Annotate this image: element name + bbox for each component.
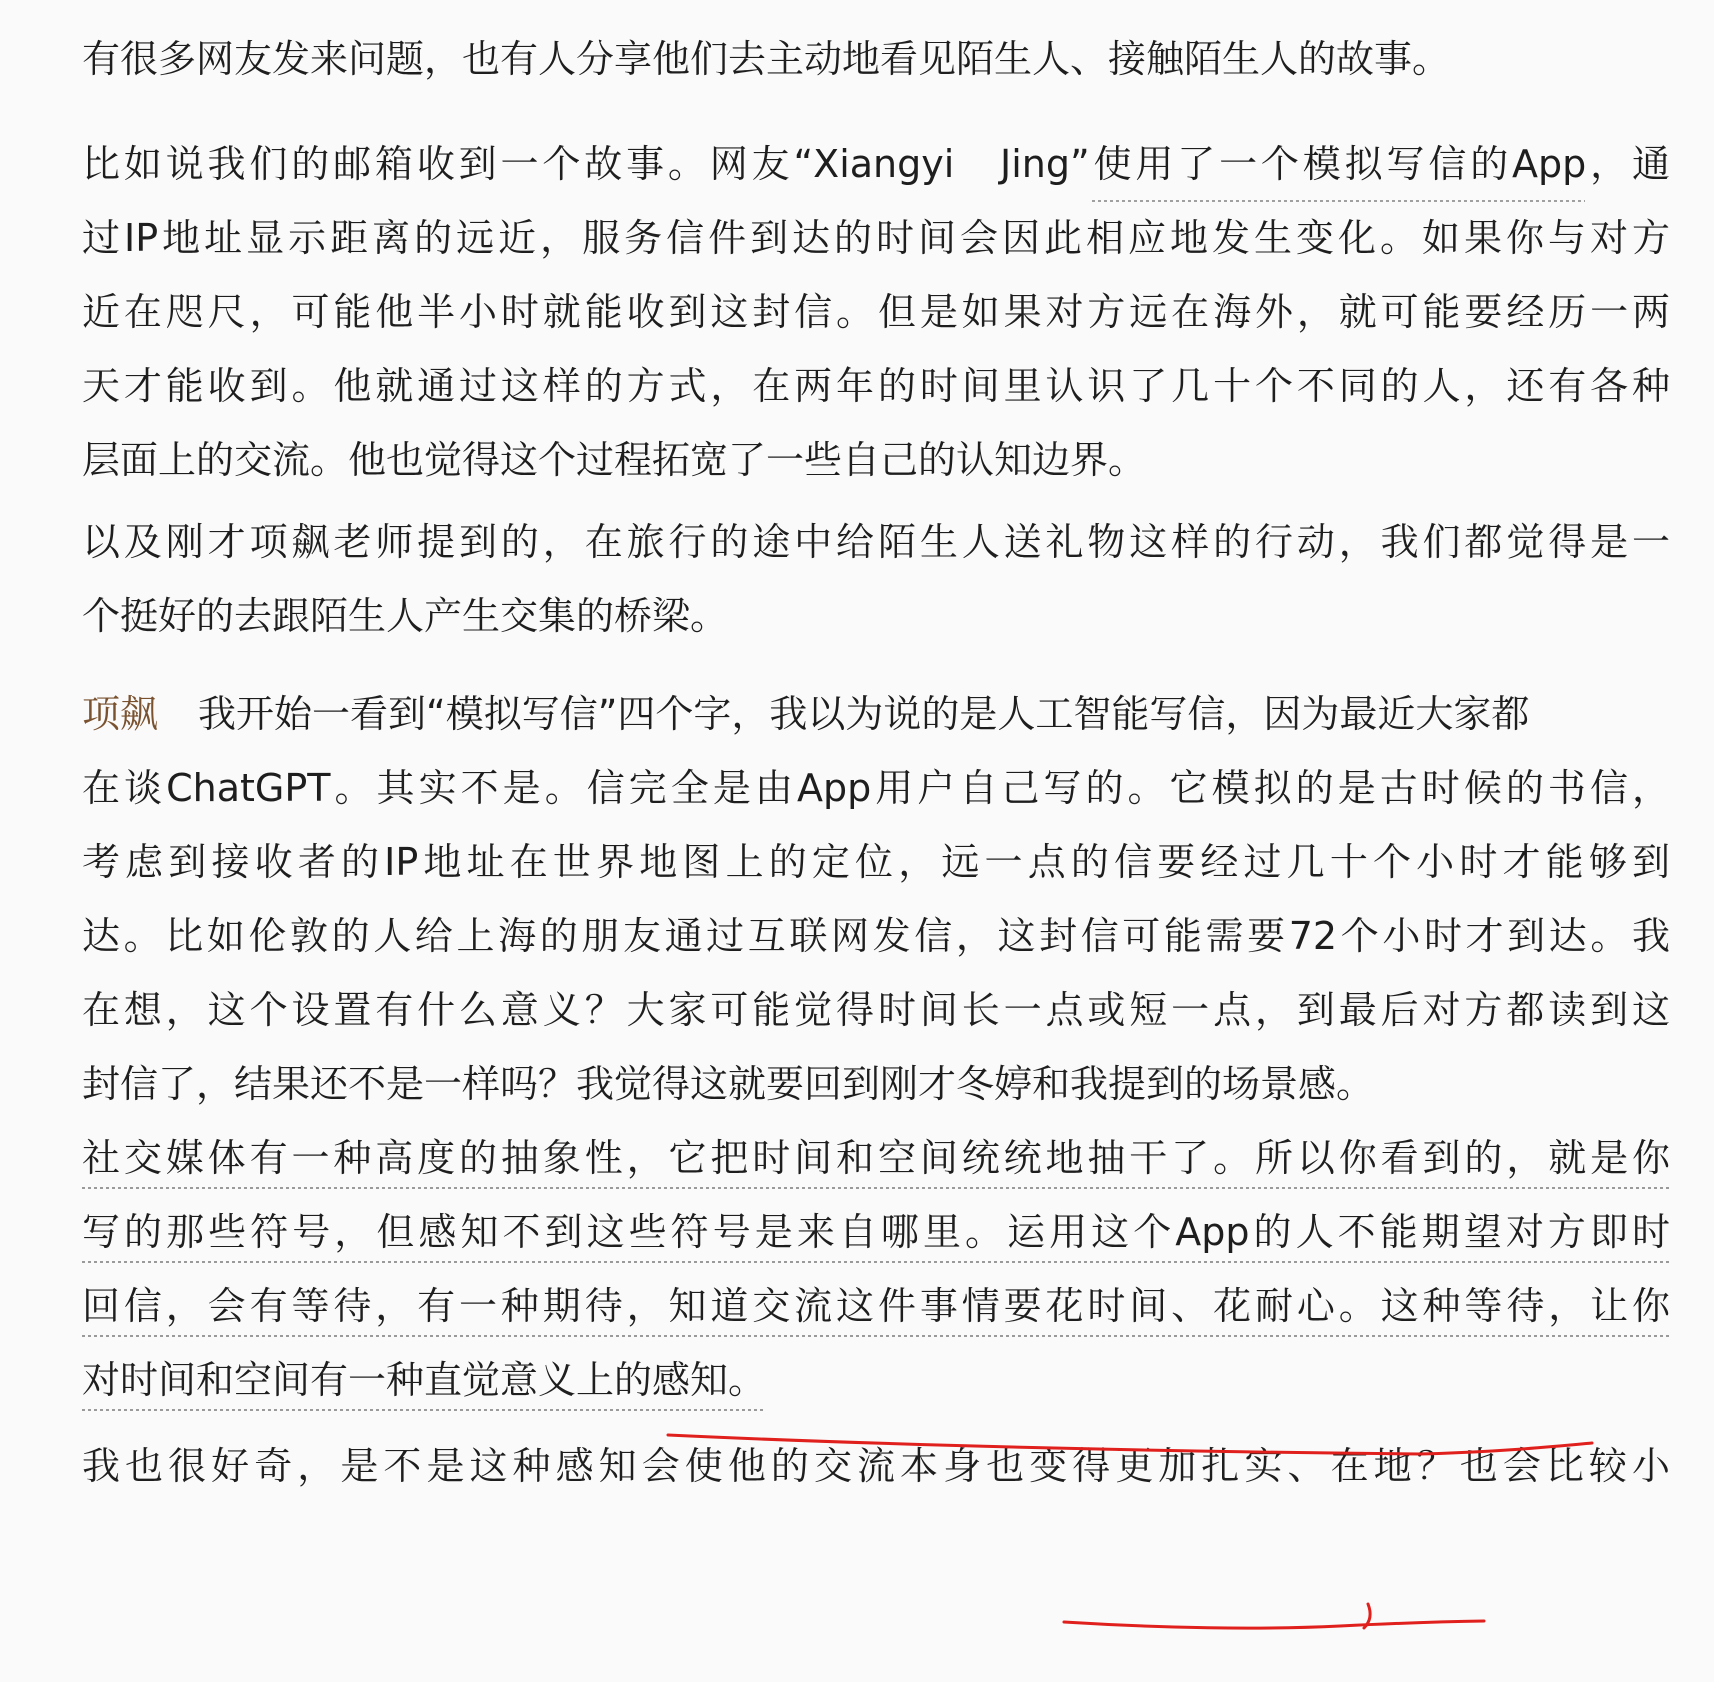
text-line: 过IP地址显示距离的远近，服务信件到达的时间会因此相应地发生变化。如果你与对方: [82, 216, 1670, 260]
speaker-name: 项飙: [82, 692, 159, 736]
red-handwritten-underline: [1064, 1621, 1484, 1628]
text-line: 有很多网友发来问题，也有人分享他们去主动地看见陌生人、接触陌生人的故事。: [82, 37, 1451, 81]
text-segment: 我开始一看到“模拟写信”四个字，我以为说的是人工智能写信，因为最近大家都: [198, 692, 1530, 736]
text-line: 天才能收到。他就通过这样的方式，在两年的时间里认识了几十个不同的人，还有各种: [82, 364, 1670, 408]
paragraph-5: [82, 1121, 1670, 1417]
text-line: 封信了，结果还不是一样吗？我觉得这就要回到刚才冬婷和我提到的场景感。: [82, 1062, 1375, 1106]
highlighted-text-line: 社交媒体有一种高度的抽象性，它把时间和空间统统地抽干了。所以你看到的，就是你: [82, 1121, 1670, 1195]
paragraph-6: [82, 1429, 1670, 1503]
paragraph-2: [82, 127, 1670, 497]
text-line: 比如说我们的邮箱收到一个故事。网友“Xiangyi Jing”使用了一个模拟写信的App，通: [82, 142, 1670, 186]
paragraph-1: [82, 22, 1670, 96]
paragraph-4: [82, 677, 1670, 1121]
paragraph-3: [82, 505, 1670, 653]
text-line: 在想，这个设置有什么意义？大家可能觉得时间长一点或短一点，到最后对方都读到这: [82, 988, 1670, 1032]
text-line: 以及刚才项飙老师提到的，在旅行的途中给陌生人送礼物这样的行动，我们都觉得是一: [82, 520, 1670, 564]
text-line: 近在咫尺，可能他半小时就能收到这封信。但是如果对方远在海外，就可能要经历一两: [82, 290, 1670, 334]
text-line: 在谈ChatGPT。其实不是。信完全是由App用户自己写的。它模拟的是古时候的书信，: [82, 766, 1670, 810]
text-line-with-speaker: [82, 677, 1670, 751]
highlighted-text-line: 写的那些符号，但感知不到这些符号是来自哪里。运用这个App的人不能期望对方即时: [82, 1195, 1670, 1269]
text-line-wrapper: [82, 1343, 1670, 1417]
highlighted-text-line: 对时间和空间有一种直觉意义上的感知。: [82, 1343, 766, 1417]
text-line: 我也很好奇，是不是这种感知会使他的交流本身也变得更加扎实、在地？也会比较小: [82, 1444, 1670, 1488]
text-line: 考虑到接收者的IP地址在世界地图上的定位，远一点的信要经过几十个小时才能够到: [82, 840, 1670, 884]
highlighted-text-line: 回信，会有等待，有一种期待，知道交流这件事情要花时间、花耐心。这种等待，让你: [82, 1269, 1670, 1343]
text-line: 达。比如伦敦的人给上海的朋友通过互联网发信，这封信可能需要72个小时才到达。我: [82, 914, 1670, 958]
red-pen-stroke: [1364, 1604, 1370, 1628]
text-line: 个挺好的去跟陌生人产生交集的桥梁。: [82, 594, 729, 638]
text-line: 层面上的交流。他也觉得这个过程拓宽了一些自己的认知边界。: [82, 438, 1147, 482]
